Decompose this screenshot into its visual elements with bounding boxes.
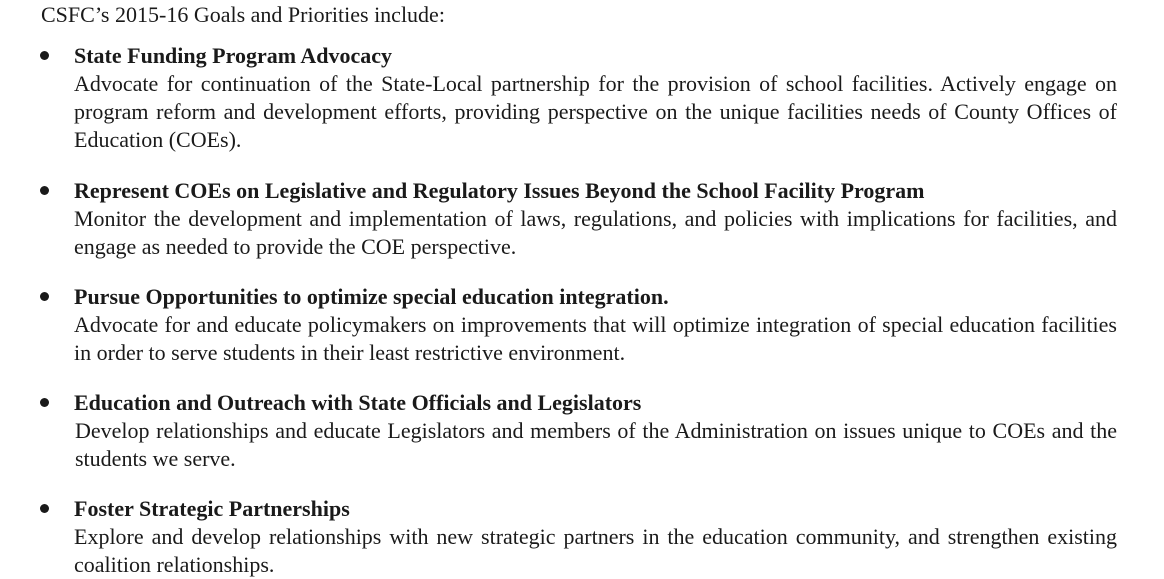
item-body: Develop relationships and educate Legislators and members of the Administration on issues unique to COEs and the students we serve. [75, 418, 1117, 471]
bullet-icon [40, 398, 49, 407]
bullet-icon [40, 504, 49, 513]
bullet-icon [40, 292, 49, 301]
item-body: Monitor the development and implementation of laws, regulations, and policies with implications for facilities, and engage as needed to provide the COE perspective. [74, 206, 1117, 259]
item-body: Advocate for continuation of the State-Local partnership for the provision of school facilities. Actively engage on program reform and development efforts, providing perspective on the unique facilities needs of County Offices of Education (COEs). [74, 71, 1117, 152]
item-title: Foster Strategic Partnerships [74, 496, 350, 521]
item-title: Pursue Opportunities to optimize special education integration. [74, 284, 669, 309]
bullet-icon [40, 51, 49, 60]
item-title: State Funding Program Advocacy [74, 43, 392, 68]
item-title: Represent COEs on Legislative and Regulatory Issues Beyond the School Facility Program [74, 178, 925, 203]
bullet-icon [40, 186, 49, 195]
item-body: Advocate for and educate policymakers on improvements that will optimize integration of special education facilities in order to serve students in their least restrictive environment. [74, 312, 1117, 365]
intro-heading: CSFC’s 2015-16 Goals and Priorities include: [41, 2, 445, 27]
item-title: Education and Outreach with State Officials and Legislators [74, 390, 642, 415]
item-body: Explore and develop relationships with new strategic partners in the education community, and strengthen existing coalition relationships. [74, 524, 1117, 577]
